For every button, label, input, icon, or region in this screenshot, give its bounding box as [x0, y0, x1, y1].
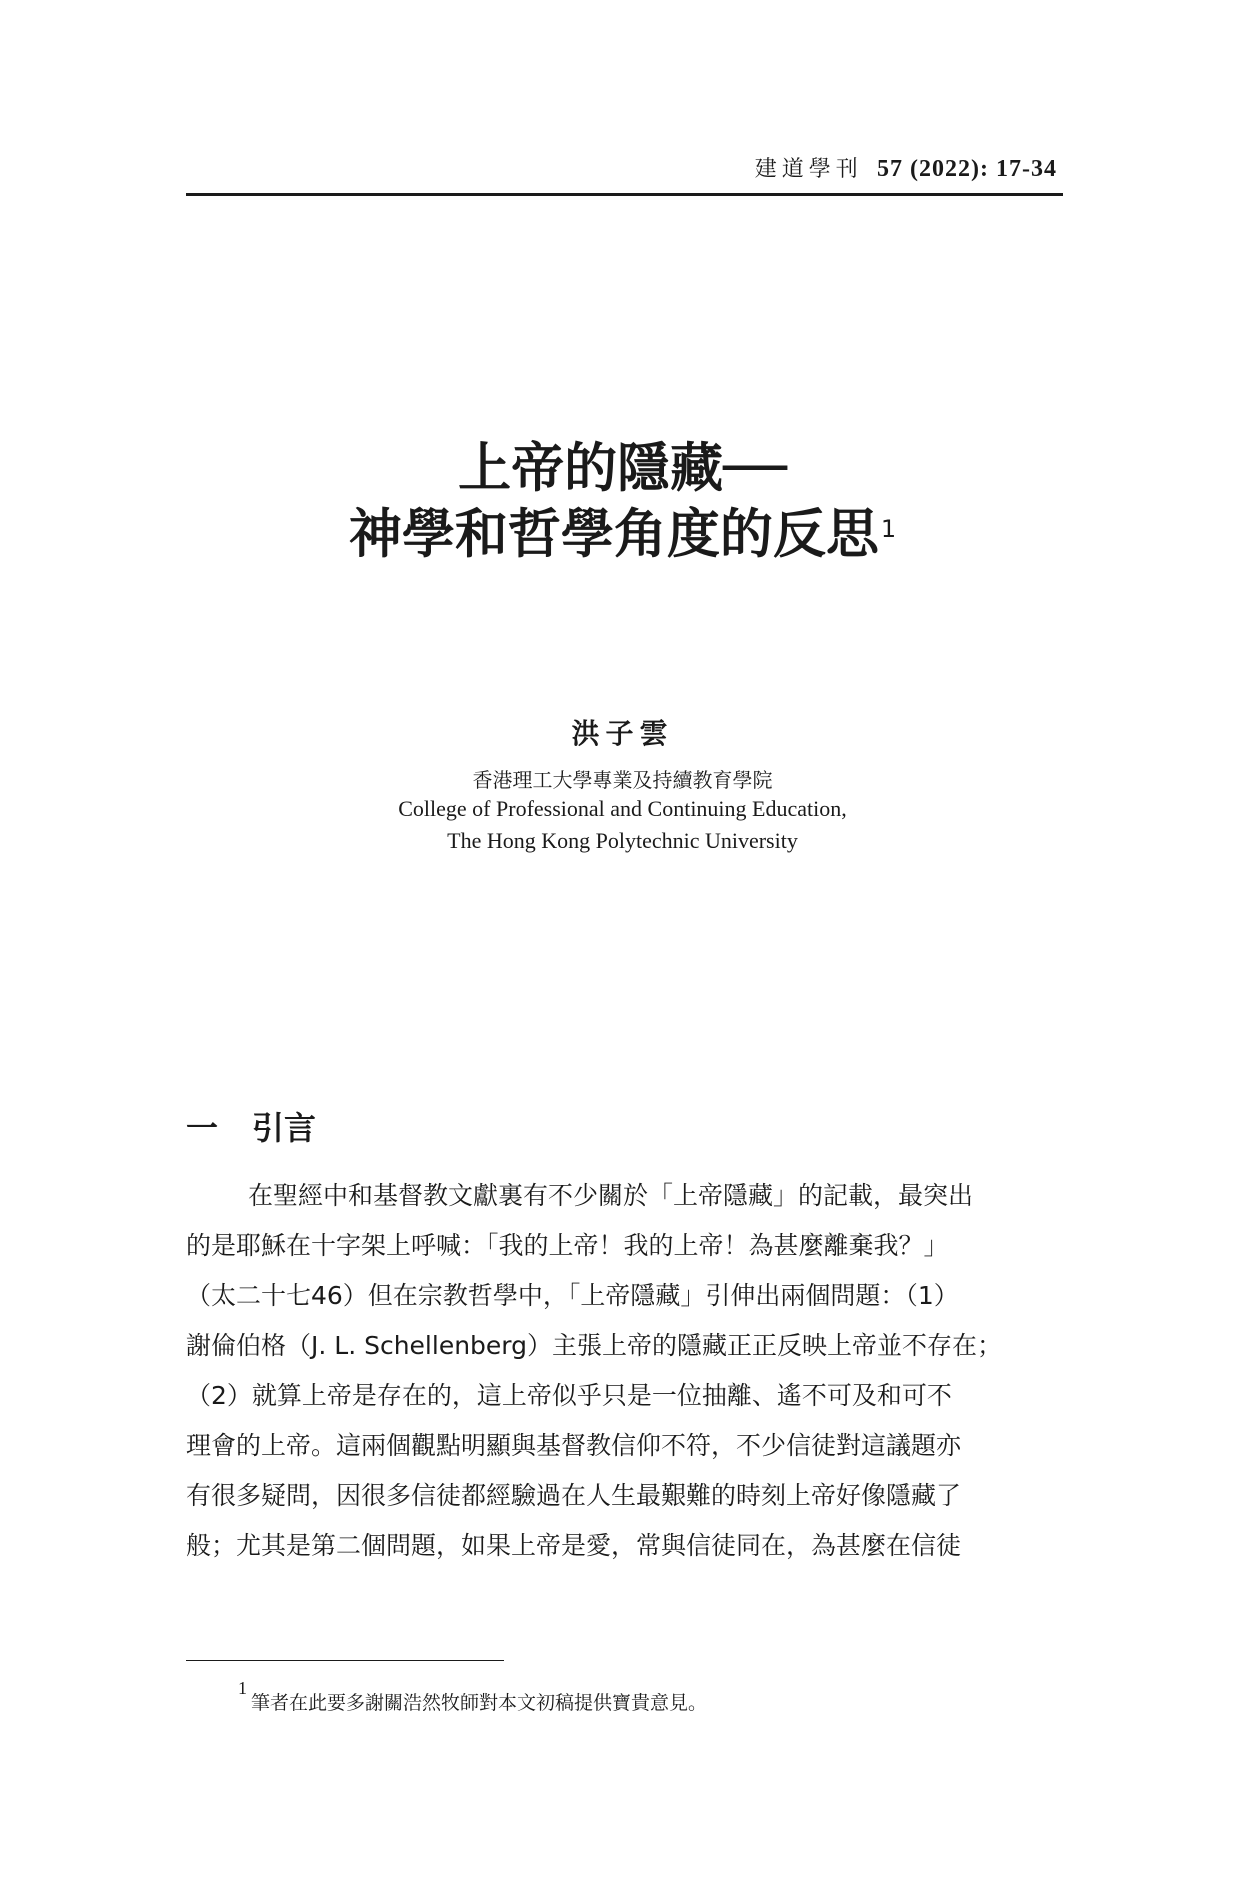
- affiliation-english-line-1: College of Professional and Continuing Education,: [398, 796, 847, 821]
- body-line: （太二十七46）但在宗教哲學中，「上帝隱藏」引伸出兩個問題：（1）: [186, 1281, 959, 1310]
- body-line: 謝倫伯格（J. L. Schellenberg）主張上帝的隱藏正正反映上帝並不存在；: [186, 1331, 1003, 1360]
- title-line-1-text: 上帝的隱藏──: [458, 438, 787, 499]
- footnote-mark: 1: [238, 1678, 247, 1698]
- title-line-2-text: 神學和哲學角度的反思: [348, 504, 879, 565]
- body-line: 在聖經中和基督教文獻裏有不少關於「上帝隱藏」的記載，最突出: [248, 1181, 974, 1210]
- affiliation-english-line-2: The Hong Kong Polytechnic University: [447, 828, 798, 853]
- article-title-line-1: [0, 438, 1245, 500]
- journal-name: 建道學刊: [754, 157, 863, 182]
- section-title: 引言: [252, 1109, 317, 1147]
- footnote-rule: [186, 1660, 504, 1661]
- running-header: [755, 152, 1057, 183]
- body-line: 理會的上帝。這兩個觀點明顯與基督教信仰不符，不少信徒對這議題亦: [186, 1431, 962, 1460]
- body-line: 般；尤其是第二個問題，如果上帝是愛，常與信徒同在，為甚麼在信徒: [186, 1531, 962, 1560]
- header-rule: [186, 193, 1063, 196]
- section-heading: [186, 1103, 316, 1149]
- affiliation-chinese: 香港理工大學專業及持續教育學院: [472, 768, 773, 792]
- journal-citation: 57 (2022): 17-34: [877, 156, 1057, 182]
- footnote: [238, 1678, 708, 1715]
- body-line: 有很多疑問，因很多信徒都經驗過在人生最艱難的時刻上帝好像隱藏了: [186, 1481, 962, 1510]
- footnote-text: 筆者在此要多謝關浩然牧師對本文初稿提供寶貴意見。: [251, 1692, 708, 1714]
- body-line: 的是耶穌在十字架上呼喊：「我的上帝！我的上帝！為甚麼離棄我？」: [186, 1231, 949, 1260]
- article-title-line-2: [0, 504, 1245, 566]
- title-footnote-mark[interactable]: 1: [880, 515, 897, 543]
- section-number: 一: [186, 1109, 219, 1147]
- author-name: 洪子雲: [571, 717, 674, 750]
- body-line: （2）就算上帝是存在的，這上帝似乎只是一位抽離、遙不可及和可不: [186, 1381, 952, 1410]
